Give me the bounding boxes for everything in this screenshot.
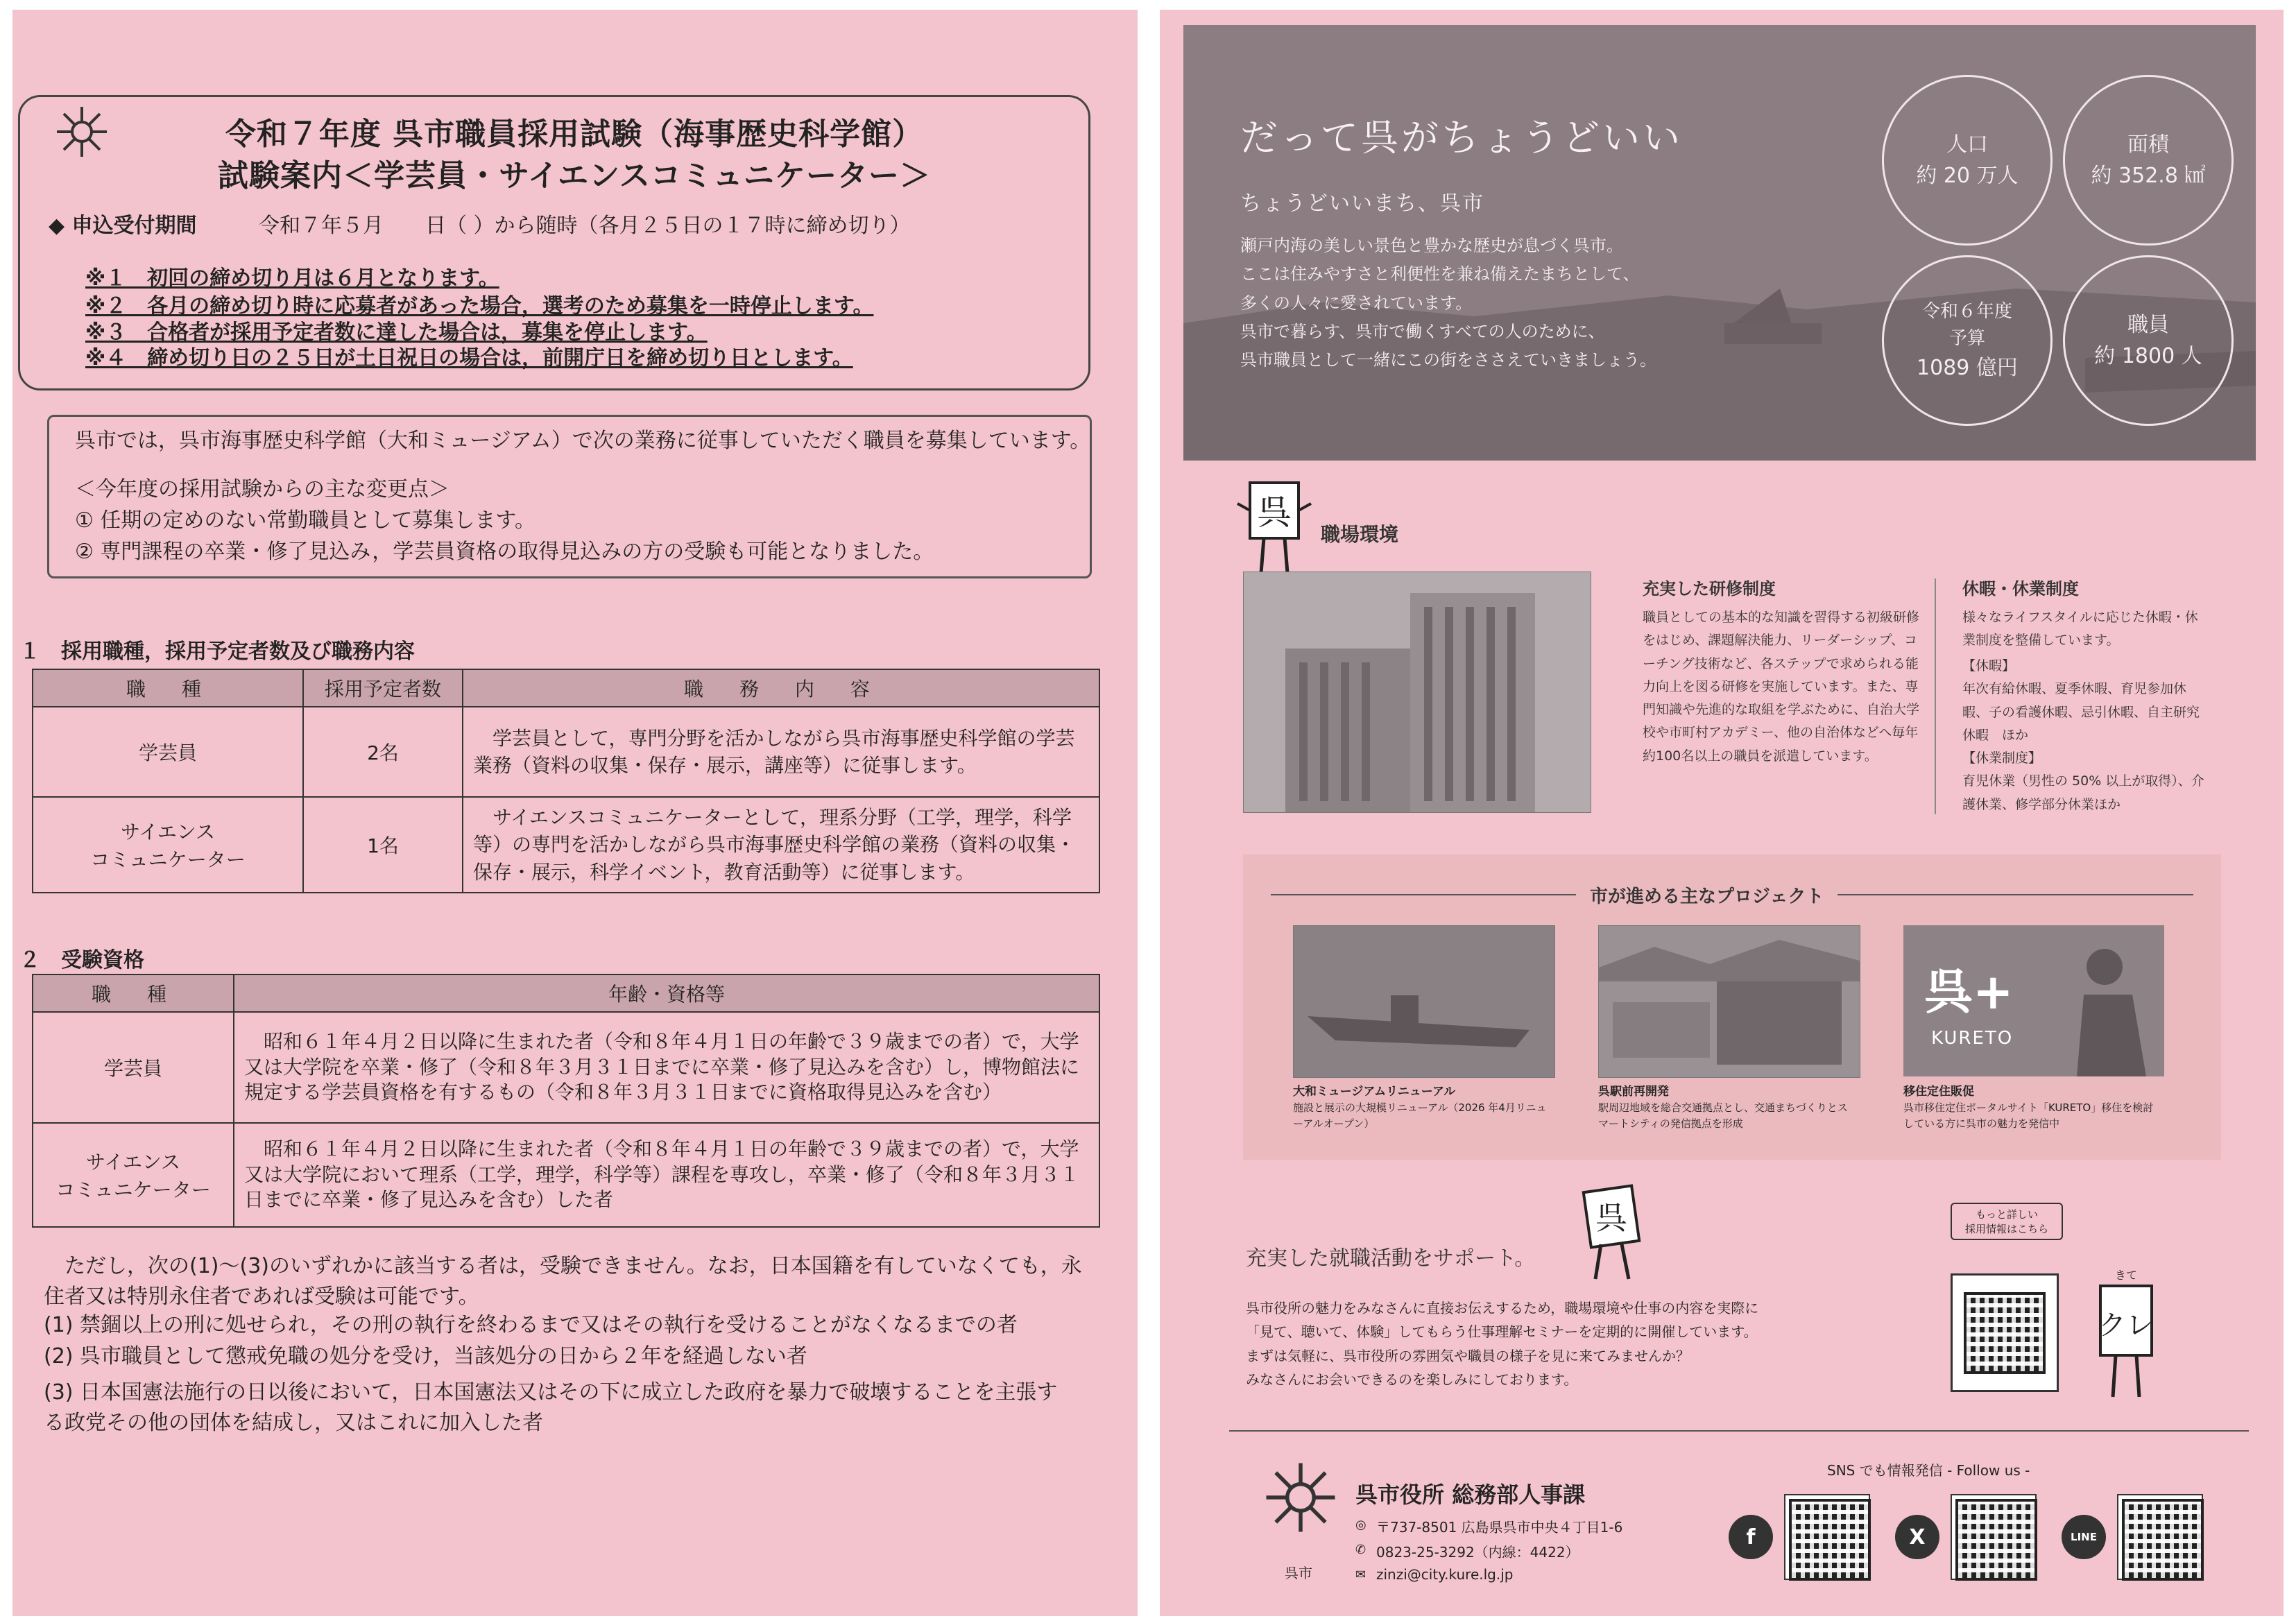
phone-icon: ✆ xyxy=(1355,1543,1367,1557)
exclusion-2: (2) 呉市職員として懲戒免職の処分を受け，当該処分の日から２年を経過しない者 xyxy=(44,1344,807,1368)
emblem-caption: 呉市 xyxy=(1285,1565,1312,1581)
kure-mascot-icon xyxy=(2088,1258,2164,1404)
facebook-icon[interactable]: f xyxy=(1729,1515,1773,1559)
th-duties: 職 務 内 容 xyxy=(463,669,1099,707)
table-row xyxy=(33,707,1099,797)
qualification-desc: 昭和６１年４月２日以降に生まれた者（令和８年４月１日の年齢で３９歳までの者）で，大学又は大学院を卒業・修了（令和８年３月３１日までに卒業・修了見込みを含む）し，博物館法に規定する学芸員資格を有するもの（令和８年３月３１日までに資格取得見込みを含む） xyxy=(234,1012,1099,1123)
hero-line: 瀬戸内海の美しい景色と豊かな歴史が息づく呉市。 xyxy=(1240,236,1623,255)
note-1: ※１ 初回の締め切り月は６月となります。 xyxy=(85,266,499,291)
change-2: ② 専門課程の卒業・修了見込み，学芸員資格の取得見込みの方の受験も可能となりました。 xyxy=(75,540,934,564)
project2-desc: 駅周辺地域を総合交通拠点とし、交通まちづくりとスマートシティの発信拠点を形成 xyxy=(1598,1101,1848,1130)
stat-value: 約 20 万人 xyxy=(1916,164,2019,188)
office-name: 呉市役所 総務部人事課 xyxy=(1355,1482,1586,1508)
change-1: ① 任期の定めのない常勤職員として募集します。 xyxy=(75,508,536,533)
phone: 0823-25-3292（内線：4422） xyxy=(1376,1544,1579,1561)
intro-text: 呉市では，呉市海事歴史科学館（大和ミュージアム）で次の業務に従事していただく職員を募集しています。 xyxy=(75,429,1091,453)
kure-station-photo xyxy=(1598,925,1860,1078)
changes-heading: ＜今年度の採用試験からの主な変更点＞ xyxy=(75,477,449,501)
job-desc: サイエンスコミュニケーターとして，理系分野（工学，理学，科学等）の専門を活かしながら呉市海事歴史科学館の業務（資料の収集・保存・展示，科学イベント，教育活動等）に従事します。 xyxy=(463,797,1099,893)
mascot-icon xyxy=(1573,1182,1650,1286)
workplace-title: 職場環境 xyxy=(1321,523,1399,546)
section2-title: ２ 受験資格 xyxy=(19,948,144,972)
period-label: ◆ 申込受付期間 xyxy=(49,214,197,238)
job-name: サイエンス コミュニケーター xyxy=(33,797,303,893)
mascot-text: クレ xyxy=(2098,1309,2154,1341)
qualification-desc: 昭和６１年４月２日以降に生まれた者（令和８年４月１日の年齢で３９歳までの者）で，大学又は大学院において理系（工学，理学，科学等）課程を専攻し，卒業・修了（令和８年３月３１日までに卒業・修了見込みを含む）した者 xyxy=(234,1123,1099,1227)
kureto-logo-mark: 呉+ xyxy=(1924,963,2014,1020)
hero-line: 呉市で暮らす、呉市で働くすべての人のために、 xyxy=(1240,321,1605,341)
note-2: ※２ 各月の締め切り時に応募者があった場合，選考のため募集を一時停止します。 xyxy=(85,294,874,318)
support-line: まずは気軽に、呉市役所の雰囲気や職員の様子を見に来てみませんか？ xyxy=(1246,1347,1690,1364)
mail-icon: ✉ xyxy=(1355,1568,1367,1582)
stat-budget xyxy=(1882,255,2053,426)
leave-title: 休暇・休業制度 xyxy=(1962,579,2079,599)
kure-emblem-icon xyxy=(1262,1459,1339,1536)
table-row xyxy=(33,1123,1099,1227)
recruit-qr-code[interactable] xyxy=(1964,1292,2046,1374)
stat-value: 約 1800 人 xyxy=(2094,344,2202,368)
job-table xyxy=(32,669,1100,893)
th-job: 職 種 xyxy=(33,974,234,1012)
city-hall-photo xyxy=(1243,572,1591,813)
job-name: サイエンス コミュニケーター xyxy=(33,1123,234,1227)
project2-title: 呉駅前再開発 xyxy=(1598,1085,1669,1099)
project1-title: 大和ミュージアムリニューアル xyxy=(1293,1085,1456,1099)
stat-label: 人口 xyxy=(1946,132,1988,157)
line-icon[interactable]: LINE xyxy=(2062,1515,2106,1559)
x-icon[interactable]: X xyxy=(1895,1515,1939,1559)
job-name: 学芸員 xyxy=(33,707,303,797)
leave-item: 年次有給休暇、夏季休暇、育児参加休暇、子の看護休暇、忌引休暇、自主研究休暇 ほか xyxy=(1962,681,2200,743)
support-title: 充実した就職活動をサポート。 xyxy=(1246,1246,1536,1271)
support-text xyxy=(1246,1296,1758,1392)
hero-text xyxy=(1240,232,1656,375)
section1-title: １ 採用職種，採用予定者数及び職務内容 xyxy=(19,639,415,664)
support-line: 「見て、聴いて、体験」してもらう仕事理解セミナーを定期的に開催しています。 xyxy=(1246,1323,1758,1341)
yamato-museum-photo xyxy=(1293,925,1555,1078)
left-page xyxy=(12,10,1138,1616)
title-line1: 令和７年度 呉市職員採用試験（海事歴史科学館） xyxy=(225,117,924,152)
project3-desc: 呉市移住定住ポータルサイト「KURETO」移住を検討している方に呉市の魅力を発信中 xyxy=(1903,1101,2154,1130)
job-name: 学芸員 xyxy=(33,1012,234,1123)
project1-desc: 施設と展示の大規模リニューアル（2026 年4月リニューアルオープン） xyxy=(1293,1101,1547,1130)
divider xyxy=(1935,578,1936,814)
stat-population xyxy=(1882,75,2053,246)
leave-list xyxy=(1962,655,2205,816)
leave-item: 育児休業（男性の 50% 以上が取得）、介護休業、修学部分休業ほか xyxy=(1962,773,2204,812)
footer-rule xyxy=(1229,1430,2249,1432)
support-line: 呉市役所の魅力をみなさんに直接お伝えするため，職場環境や仕事の内容を実際に xyxy=(1246,1300,1759,1316)
training-title: 充実した研修制度 xyxy=(1643,579,1776,599)
line-qr-code[interactable] xyxy=(2117,1494,2203,1580)
people-silhouette xyxy=(2070,939,2153,1076)
training-text: 職員としての基本的な知識を習得する初級研修をはじめ、課題解決能力、リーダーシップ、コーチング技術など、各ステップで求められる能力向上を図る研修を実施しています。また、専門知識や先進的な取組を学ぶために、自治大学校や市町村アカデミー、他の自治体などへ毎年約100名以上の職員を派遣しています。 xyxy=(1643,610,1920,764)
stat-staff xyxy=(2063,255,2234,426)
stat-area xyxy=(2063,75,2234,246)
table-row xyxy=(33,797,1099,893)
project3-title: 移住定住販促 xyxy=(1903,1085,1974,1099)
job-count: 1名 xyxy=(303,797,463,893)
kureto-logo: KURETO xyxy=(1931,1028,2014,1049)
stat-label: 職員 xyxy=(2127,313,2169,337)
hero-line: 多くの人々に愛されています。 xyxy=(1240,293,1473,313)
hero-line: 呉市職員として一緒にこの街をささえていきましょう。 xyxy=(1240,350,1656,370)
job-count: 2名 xyxy=(303,707,463,797)
note-4: ※４ 締め切り日の２５日が土日祝日の場合は，前開庁日を締め切り日とします。 xyxy=(85,346,853,370)
email[interactable]: zinzi@city.kure.lg.jp xyxy=(1376,1566,1514,1583)
more-info-label: もっと詳しい 採用情報はこちら xyxy=(1951,1203,2063,1240)
th-qualification: 年齢・資格等 xyxy=(234,974,1099,1012)
mascot-kanji: 呉 xyxy=(1595,1199,1627,1237)
exclusion-1: (1) 禁錮以上の刑に処せられ，その刑の執行を終わるまで又はその執行を受けることがなくなるまでの者 xyxy=(44,1313,1018,1337)
leave-item: 【休暇】 xyxy=(1962,658,2016,673)
exclusion-3: (3) 日本国憲法施行の日以後において，日本国憲法又はその下に成立した政府を暴力で破壊することを主張する政党その他の団体を結成し，又はこれに加入した者 xyxy=(44,1380,1058,1435)
stat-value: 1089 億円 xyxy=(1917,355,2018,380)
stat-value: 約 352.8 ㎢ xyxy=(2091,164,2206,188)
th-count: 採用予定者数 xyxy=(303,669,463,707)
leave-text: 様々なライフスタイルに応じた休暇・休業制度を整備しています。 xyxy=(1962,610,2198,649)
hero-banner xyxy=(1183,25,2256,461)
kureto-photo xyxy=(1903,925,2164,1076)
table-row xyxy=(33,1012,1099,1123)
hero-line: ここは住みやすさと利便性を兼ね備えたまちとして、 xyxy=(1240,264,1640,284)
sns-label: SNS でも情報発信 - Follow us - xyxy=(1827,1462,2030,1479)
qualification-table xyxy=(32,974,1100,1228)
hero-title: だって呉がちょうどいい xyxy=(1240,116,1683,160)
mascot-icon xyxy=(1236,476,1312,580)
leave-item: 【休業制度】 xyxy=(1962,750,2042,766)
x-qr-code[interactable] xyxy=(1951,1494,2037,1580)
th-job: 職 種 xyxy=(33,669,303,707)
job-desc: 学芸員として，専門分野を活かしながら呉市海事歴史科学館の学芸業務（資料の収集・保存・展示，講座等）に従事します。 xyxy=(463,707,1099,797)
period-value: 令和７年５月 日（ ）から随時（各月２５日の１７時に締め切り） xyxy=(259,214,911,238)
stat-label: 令和６年度 予算 xyxy=(1921,300,2012,349)
exclusion-intro: ただし，次の(1)～(3)のいずれかに該当する者は，受験できません。なお，日本国籍を有していなくても，永住者又は特別永住者であれば受験は可能です。 xyxy=(44,1254,1082,1309)
note-3: ※３ 合格者が採用予定者数に達した場合は，募集を停止します。 xyxy=(85,320,708,345)
address: 〒737-8501 広島県呉市中央４丁目1-6 xyxy=(1376,1519,1623,1536)
title-line2: 試験案内＜学芸員・サイエンスコミュニケーター＞ xyxy=(218,158,931,194)
support-line: みなさんにお会いできるのを楽しみにしております。 xyxy=(1246,1371,1578,1389)
projects-title: 市が進める主なプロジェクト xyxy=(1576,882,1837,908)
mascot-kanji: 呉 xyxy=(1257,492,1292,533)
mascot-small-text: きて xyxy=(2114,1269,2138,1282)
recruit-qr-frame[interactable] xyxy=(1951,1273,2059,1392)
hero-subtitle: ちょうどいいまち、呉市 xyxy=(1240,191,1484,216)
stat-label: 面積 xyxy=(2127,132,2169,157)
facebook-qr-code[interactable] xyxy=(1784,1494,1870,1580)
kure-emblem-icon xyxy=(54,104,110,160)
location-pin-icon: ◎ xyxy=(1355,1518,1367,1532)
right-page xyxy=(1160,10,2284,1616)
